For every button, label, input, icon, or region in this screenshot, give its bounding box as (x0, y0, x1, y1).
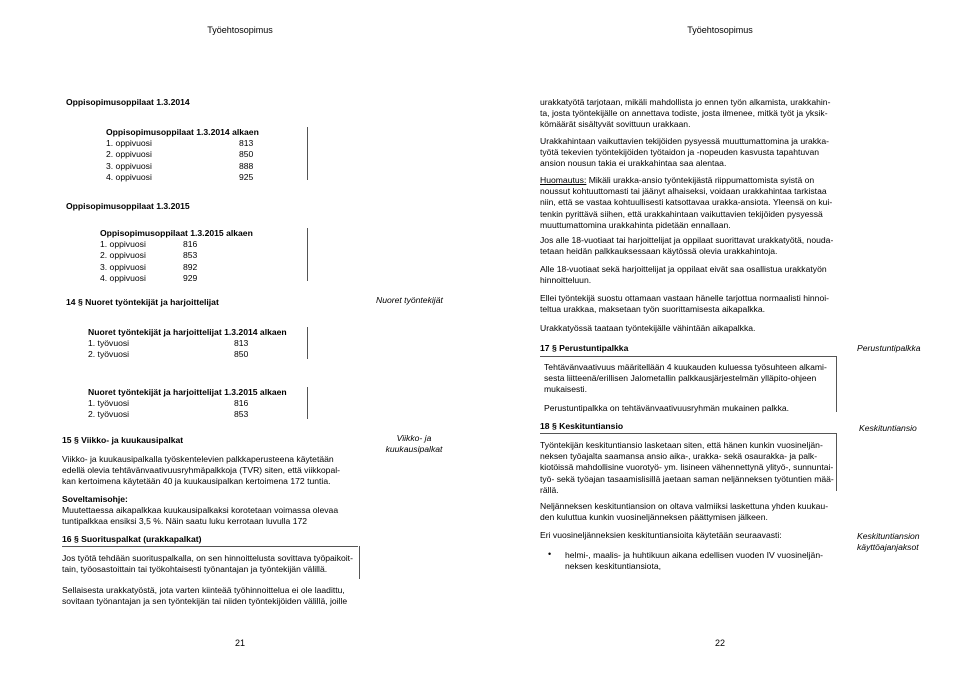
text-line: neksen työajalta saamansa ansio aika-, urakka- sekä osaurakka- ja palk- (540, 451, 818, 462)
text-line: Muutettaessa aikapalkkaa kuukausipalkaksi korotetaan voimassa olevaa (62, 505, 339, 516)
text-line: tetaan heidän palkkauksessaan käytössä olevia urakkahintoja. (540, 246, 778, 257)
text-line: sovitaan työnantajan ja sen työntekijän tai niiden työntekijöiden välillä, joille (62, 596, 348, 607)
text-line: kiotöissä mahdollisine vuorotyö- ym. lisineen vähennettynä ylityö-, sunnuntai- (540, 462, 834, 473)
oppi-2014-heading: Oppisopimusoppilaat 1.3.2014 (66, 97, 190, 107)
section-14-margin-label: Nuoret työntekijät (376, 295, 443, 305)
row-value: 853 (234, 409, 249, 420)
huomautus-label: Huomautus: (540, 175, 587, 185)
page-22 (480, 0, 960, 674)
paragraph (540, 97, 840, 131)
section-18-paragraph-3: Eri vuosineljänneksien keskituntiansioita käytetään seuraavasti: (540, 530, 782, 540)
text-line: Ellei työntekijä suostu ottamaan vastaan hänelle tarjottua normaalisti hinnoi- (540, 293, 830, 303)
row-value: 853 (183, 250, 198, 261)
page-number: 22 (714, 638, 725, 648)
text-line: den kuluttua kunkin vuosineljänneksen päättymisen jälkeen. (540, 512, 768, 523)
text-line: sesta liitteenä/erillisen Jalometallin palkkausjärjestelmän ylläpito-ohjeen (544, 373, 817, 384)
text-line: työtä tekevien työntekijöiden työtaidon ja -nopeuden kasvusta tapahtuvan (540, 147, 820, 158)
row-value: 892 (183, 261, 198, 272)
oppi-2015-table (100, 228, 300, 284)
text-line: edellä olevia tehtävänvaativuusryhmäpalkkoja (TVR) siten, että viikkopal- (62, 465, 341, 476)
text-line: kömäärät sisältyvät sovittuun urakkaan. (540, 119, 691, 130)
text-line: Urakkahintaan vaikuttavien tekijöiden pysyessä muuttumattomina ja urakka- (540, 136, 829, 146)
row-value: 813 (234, 338, 249, 349)
section-16-rule (62, 546, 358, 547)
text-line: tenkin pyrittävä siihen, että urakkahintaan vaikuttavien tekijöiden pysyessä (540, 208, 823, 219)
section-18-paragraph-1 (540, 440, 840, 496)
section-17-rule (540, 356, 836, 357)
page-header: Työehtosopimus (687, 25, 753, 35)
table-divider (307, 127, 308, 180)
row-label: 1. työvuosi (88, 338, 130, 349)
row-label: 4. oppivuosi (106, 171, 152, 182)
text-line: Viikko- ja kuukausipalkalla työskentelevien palkkaperusteena käytetään (62, 454, 334, 464)
table-title: Nuoret työntekijät ja harjoittelijat 1.3.2014 alkaen (88, 327, 287, 337)
paragraph (540, 235, 840, 257)
row-value: 816 (183, 239, 198, 250)
text-line: urakkatyötä tarjotaan, mikäli mahdollista jo ennen työn alkamista, urakkahin- (540, 97, 831, 107)
table-title: Nuoret työntekijät ja harjoittelijat 1.3.2015 alkaen (88, 387, 287, 397)
row-label: 2. työvuosi (88, 409, 130, 420)
section-15-margin-label: Viikko- ja kuukausipalkat (385, 433, 443, 455)
text-line: käyttöajanjaksot (857, 542, 919, 553)
row-value: 929 (183, 272, 198, 283)
row-label: 3. oppivuosi (100, 261, 146, 272)
oppi-2015-heading: Oppisopimusoppilaat 1.3.2015 (66, 201, 190, 211)
text-line: Sellaisesta urakkatyöstä, jota varten kiinteää työhinnoittelua ei ole laadittu, (62, 585, 345, 595)
text-line: Jos alle 18-vuotiaat tai harjoittelijat ja oppilaat suorittavat urakkatyötä, nouda- (540, 235, 834, 245)
section-15-heading: 15 § Viikko- ja kuukausipalkat (62, 435, 184, 445)
oppi-2014-table (106, 127, 306, 183)
section-14-heading: 14 § Nuoret työntekijät ja harjoittelijat (66, 297, 219, 307)
section-17-paragraph-2: Perustuntipalkka on tehtävänvaativuusryhmän mukainen palkka. (544, 403, 790, 413)
row-value: 813 (239, 138, 254, 149)
text-line: työ- sekä työajan tasaamislisillä jaetaan saman neljänneksen työtuntien mää- (540, 473, 834, 484)
row-value: 888 (239, 160, 254, 171)
row-value: 925 (239, 171, 254, 182)
row-value: 850 (234, 349, 249, 360)
row-label: 1. oppivuosi (106, 138, 152, 149)
paragraph (540, 293, 840, 315)
table-title: Oppisopimusoppilaat 1.3.2014 alkaen (106, 127, 259, 137)
huomautus-paragraph (540, 175, 840, 231)
row-label: 4. oppivuosi (100, 272, 146, 283)
page-header: Työehtosopimus (207, 25, 273, 35)
text-line: kan kertoimena käytetään 40 ja kuukausipalkan kertoimena 172 tuntia. (62, 476, 331, 487)
row-label: 1. oppivuosi (100, 239, 146, 250)
section-15-paragraph (62, 454, 372, 488)
page-number: 21 (234, 638, 245, 648)
section-17-heading: 17 § Perustuntipalkka (540, 343, 629, 353)
section-16-divider (359, 546, 360, 579)
text-line: mukaisesti. (544, 384, 587, 395)
text-line: Tehtävänvaativuus määritellään 4 kuukauden kuluessa työsuhteen alkami- (544, 362, 827, 372)
table-title: Oppisopimusoppilaat 1.3.2015 alkaen (100, 228, 253, 238)
table-divider (307, 228, 308, 281)
text-line: rällä. (540, 484, 559, 495)
text-line: niin, että se vastaa kohtuullisesti katsottavaa urakka-ansiota. Yleensä on kui- (540, 197, 833, 208)
section-16-heading: 16 § Suorituspalkat (urakkapalkat) (62, 534, 202, 544)
section-16-paragraph-1 (62, 553, 372, 575)
text-line: Neljänneksen keskituntiansion on oltava valmiiksi laskettuna yhden kuukau- (540, 501, 829, 511)
table-divider (307, 387, 308, 419)
section-18-divider (836, 433, 837, 491)
text-line: Keskituntiansion (857, 531, 920, 541)
section-18-heading: 18 § Keskituntiansio (540, 421, 624, 431)
row-label: 3. oppivuosi (106, 160, 152, 171)
section-17-divider (836, 356, 837, 412)
paragraph (540, 136, 840, 170)
paragraph (540, 264, 840, 286)
text-line: ta, josta työntekijälle on annettava todiste, josta ilmenee, mitkä työt ja yksik- (540, 108, 828, 119)
row-label: 1. työvuosi (88, 398, 130, 409)
text-line: Mikäli urakka-ansio työntekijästä riippumattomista syistä on (586, 175, 815, 185)
nuoret-2014-table (88, 327, 308, 361)
text-line: neksen keskituntiansiota, (565, 561, 662, 572)
nuoret-2015-table (88, 387, 308, 421)
text-line: noussut kohtuuttomasti tai jäänyt alhaiseksi, voidaan urakkahintaa tarkistaa (540, 186, 827, 197)
row-value: 850 (239, 149, 254, 160)
text-line: teltua urakkaa, maksetaan työn suorittamisesta aikapalkka. (540, 304, 765, 315)
soveltamisohje-label: Soveltamisohje: (62, 494, 128, 504)
text-line: Alle 18-vuotiaat sekä harjoittelijat ja oppilaat eivät saa osallistua urakkatyön (540, 264, 827, 274)
row-label: 2. oppivuosi (106, 149, 152, 160)
text-line: hinnoitteluun. (540, 275, 592, 286)
text-line: tain, työosastoittain tai työkohtaisesti työnantajan ja työntekijän välillä. (62, 564, 328, 575)
section-18-paragraph-2 (540, 501, 840, 523)
row-label: 2. työvuosi (88, 349, 130, 360)
text-line: tuntipalkkaa ensiksi 3,5 %. Näin saatu luku kerrotaan luvulla 172 (62, 516, 308, 527)
text-line: Jos työtä tehdään suorituspalkalla, on sen hinnoittelusta sovittava työpaikoit- (62, 553, 353, 563)
table-divider (307, 327, 308, 359)
text-line: muuttumattomina urakkahinta pidetään ennallaan. (540, 219, 731, 230)
row-value: 816 (234, 398, 249, 409)
section-18-margin-label: Keskituntiansio (859, 423, 917, 433)
list-item (565, 550, 845, 572)
section-18-margin-label-2 (857, 531, 920, 553)
paragraph: Urakkatyössä taataan työntekijälle vähintään aikapalkka. (540, 323, 756, 333)
section-17-paragraph-1 (544, 362, 834, 396)
text-line: Työntekijän keskituntiansio lasketaan siten, että hänen kunkin vuosineljän- (540, 440, 823, 450)
section-17-margin-label: Perustuntipalkka (857, 343, 921, 353)
bullet-icon: • (548, 549, 552, 559)
text-line: ansion nousun takia ei urakkahintaa saa alentaa. (540, 158, 727, 169)
text-line: helmi-, maalis- ja huhtikuun aikana edellisen vuoden IV vuosineljän- (565, 550, 823, 560)
section-18-rule (540, 433, 836, 434)
section-16-paragraph-2 (62, 585, 382, 607)
soveltamisohje-block (62, 494, 372, 528)
row-label: 2. oppivuosi (100, 250, 146, 261)
